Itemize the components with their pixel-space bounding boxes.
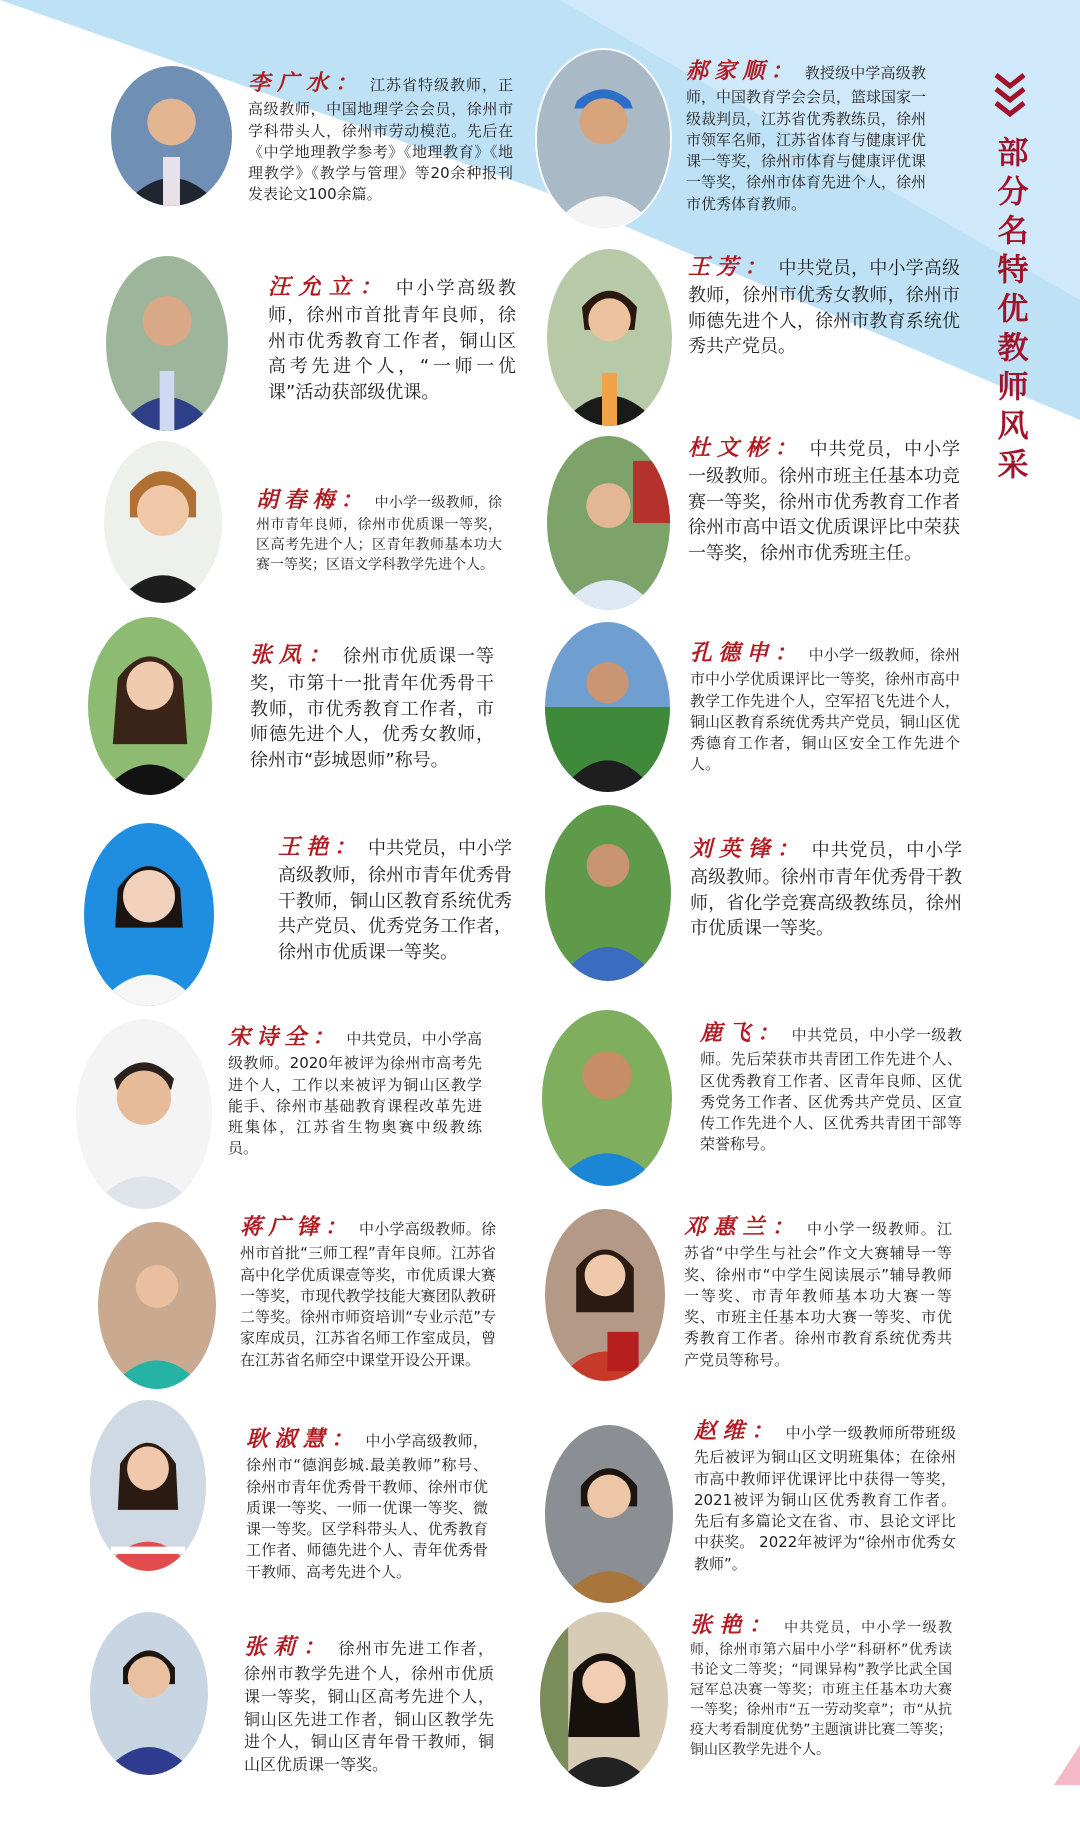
teacher-name: 赵维： <box>694 1418 780 1444</box>
teacher-name: 耿淑慧： <box>246 1426 360 1452</box>
teacher-name: 蒋广锋： <box>240 1214 353 1240</box>
teacher-description: 中小学高级教师，徐州市首批青年良师，徐州市优秀教育工作者，铜山区高考先进个人，“一师一优课”活动获部级优课。 <box>268 278 516 403</box>
teacher-name: 张艳： <box>690 1612 779 1638</box>
teacher-bio <box>690 638 960 776</box>
teacher-photo <box>542 1010 672 1186</box>
teacher-description: 中小学一级教师所带班级先后被评为铜山区文明班集体；在徐州市高中教师评优课评比中获得一等奖，2021被评为铜山区优秀教育工作者。先后有多篇论文在省、市、县论文评比中获奖。 2022年被评为“徐州市优秀女教师”。 <box>694 1424 956 1573</box>
teacher-photo <box>84 823 214 1006</box>
teacher-name: 鹿飞： <box>700 1020 786 1046</box>
corner-decoration <box>1054 1745 1080 1785</box>
teacher-photo <box>90 1400 206 1571</box>
teacher-description: 中共党员，中小学高级教师，徐州市青年优秀骨干教师，铜山区教育系统优秀共产党员、优秀党务工作者，徐州市优质课一等奖。 <box>278 838 513 963</box>
teacher-name: 孔德申： <box>690 640 803 666</box>
teacher-description: 江苏省特级教师，正高级教师，中国地理学会会员，徐州市学科带头人，徐州市劳动模范。先后在《中学地理教学参考》《地理教育》《地理教学》《教学与管理》等20余种报刊发表论文100余篇。 <box>248 76 513 204</box>
teacher-photo <box>88 617 212 795</box>
teacher-name: 郝家顺： <box>686 58 799 84</box>
teacher-bio <box>228 1022 482 1160</box>
teacher-photo <box>106 256 228 431</box>
teacher-description: 中共党员，中小学一级教师，徐州市第六届中小学“科研杯”优秀读书论文二等奖；“同课异构”教学比武全国冠军总决赛一等奖；市班主任基本功大赛一等奖；徐州市“五一劳动奖章”；市“从抗疫大考看制度优势”主题演讲比赛二等奖；铜山区教学先进个人。 <box>690 1620 952 1758</box>
teacher-name: 王芳： <box>688 254 773 280</box>
teacher-name: 王艳： <box>278 834 363 860</box>
teacher-bio <box>250 640 494 773</box>
teacher-name: 刘英锋： <box>690 836 806 862</box>
teacher-description: 中共党员，中小学一级教师。先后荣获市共青团工作先进个人、区优秀教育工作者、区青年良师、区优秀党务工作者、区优秀共产党员、区宣传工作先进个人、区优秀共青团干部等荣誉称号。 <box>700 1026 962 1154</box>
teacher-photo <box>90 1612 208 1775</box>
teacher-description: 教授级中学高级教师，中国教育学会会员，篮球国家一级裁判员，江苏省优秀教练员，徐州市领军名师，江苏省体育与健康评优课一等奖，徐州市体育与健康评优课一等奖，徐州市体育先进个人，徐州市优秀体育教师。 <box>686 64 927 213</box>
teacher-bio <box>684 1212 952 1371</box>
teacher-name: 张凤： <box>250 642 337 668</box>
teacher-photo <box>98 1222 216 1389</box>
teacher-photo <box>547 249 672 426</box>
teacher-name: 汪允立： <box>268 274 390 300</box>
teacher-description: 中小学一级教师，徐州市青年良师，徐州市优质课一等奖，区高考先进个人；区青年教师基本功大赛一等奖；区语文学科教学先进个人。 <box>256 495 502 573</box>
teacher-bio <box>690 1610 952 1760</box>
teacher-photo <box>545 1209 665 1381</box>
teacher-photo <box>545 622 670 792</box>
teacher-name: 宋诗全： <box>228 1024 341 1050</box>
teacher-name: 杜文彬： <box>688 435 804 461</box>
teacher-name: 胡春梅： <box>256 487 369 513</box>
teacher-bio <box>694 1416 956 1575</box>
teacher-photo <box>540 1612 668 1787</box>
title-column <box>985 72 1035 487</box>
teacher-bio <box>248 68 513 206</box>
teacher-bio <box>278 832 512 965</box>
chevron-down-icon <box>993 72 1027 122</box>
teacher-description: 徐州市优质课一等奖，市第十一批青年优秀骨干教师，市优秀教育工作者，市师德先进个人，优秀女教师，徐州市“彭城恩师”称号。 <box>250 646 494 771</box>
teacher-description: 中小学一级教师。江苏省“中学生与社会”作文大赛辅导一等奖、徐州市“中学生阅读展示”辅导教师一等奖、市青年教师基本功大赛一等奖、市班主任基本功大赛一等奖、市优秀教育工作者。徐州市教育系统优秀共产党员等称号。 <box>684 1220 952 1369</box>
page-title: 部分名特优教师风采 <box>991 136 1028 487</box>
teacher-bio <box>688 433 960 566</box>
teacher-description: 中小学高级教师。徐州市首批“三师工程”青年良师。江苏省高中化学优质课壹等奖，市优质课大赛一等奖，市现代教学技能大赛团队教研二等奖。徐州市师资培训“专业示范”专家库成员，江苏省名师工作室成员，曾在江苏省名师空中课堂开设公开课。 <box>240 1220 496 1369</box>
teacher-name: 张莉： <box>244 1634 333 1660</box>
teacher-description: 中共党员，中小学高级教师。徐州市青年优秀骨干教师，省化学竞赛高级教练员，徐州市优质课一等奖。 <box>690 840 962 940</box>
teacher-bio <box>246 1424 488 1583</box>
teacher-name: 李广水： <box>248 70 364 96</box>
teacher-description: 中共党员，中小学高级教师，徐州市优秀女教师，徐州市师德先进个人，徐州市教育系统优秀共产党员。 <box>688 258 960 358</box>
teacher-bio <box>688 252 960 360</box>
teacher-description: 中共党员，中小学高级教师。2020年被评为徐州市高考先进个人，工作以来被评为铜山区教学能手、徐州市基础教育课程改革先进班集体，江苏省生物奥赛中级教练员。 <box>228 1030 482 1158</box>
teacher-photo <box>547 436 670 610</box>
teacher-description: 中共党员，中小学一级教师。徐州市班主任基本功竞赛一等奖，徐州市优秀教育工作者徐州市高中语文优质课评比中荣获一等奖，徐州市优秀班主任。 <box>688 439 960 564</box>
teacher-bio <box>686 56 926 215</box>
teacher-description: 中小学一级教师，徐州市中小学优质课评比一等奖，徐州市高中教学工作先进个人，空军招飞先进个人，铜山区教育系统优秀共产党员，铜山区优秀德育工作者，铜山区安全工作先进个人。 <box>690 646 961 774</box>
teacher-bio <box>700 1018 962 1156</box>
teacher-photo <box>76 1019 212 1209</box>
teacher-photo <box>545 1425 673 1603</box>
teacher-photo <box>545 805 671 981</box>
teacher-description: 徐州市先进工作者，徐州市教学先进个人，徐州市优质课一等奖，铜山区高考先进个人，铜山区先进工作者，铜山区教学先进个人，铜山区青年骨干教师，铜山区优质课一等奖。 <box>244 1639 494 1775</box>
teacher-name: 邓惠兰： <box>684 1214 801 1240</box>
teacher-bio <box>256 485 502 576</box>
teacher-description: 中小学高级教师，徐州市“德润彭城.最美教师”称号、徐州市青年优秀骨干教师、徐州市优质课一等奖、一师一优课一等奖、微课一等奖。区学科带头人、优秀教育工作者、师德先进个人、青年优秀骨干教师、高考先进个人。 <box>246 1432 488 1581</box>
teacher-bio <box>244 1632 494 1777</box>
teacher-bio <box>690 834 962 942</box>
teacher-bio <box>268 272 516 405</box>
teacher-photo <box>537 50 670 228</box>
teacher-bio <box>240 1212 496 1371</box>
teacher-photo <box>111 66 232 206</box>
teacher-photo <box>104 441 222 603</box>
